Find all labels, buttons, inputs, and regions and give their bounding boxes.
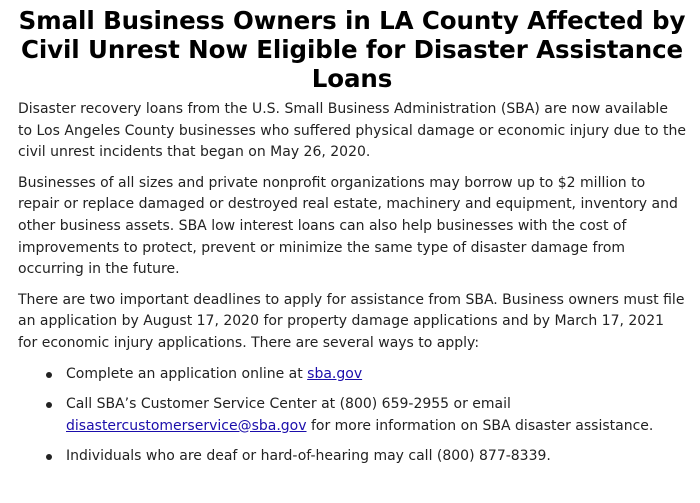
bullet-icon	[46, 402, 52, 408]
list-item-text: Complete an application online at	[66, 365, 308, 382]
apply-methods-list	[18, 364, 686, 468]
sba-gov-link[interactable]: sba.gov	[307, 365, 363, 382]
list-item-apply-online	[46, 364, 686, 386]
deadlines-paragraph: There are two important deadlines to apply for assistance from SBA. Business owners must file an application by August 17, 2020 for property damage applications and by March 17, 2021 for economic injury applications. There are several ways to apply:	[18, 291, 685, 351]
list-item-deaf-hotline	[46, 446, 686, 468]
eligibility-paragraph: Businesses of all sizes and private nonprofit organizations may borrow up to $2 million to repair or replace damaged or destroyed real estate, machinery and equipment, inventory and other business assets. SBA low interest loans can also help businesses with the cost of improvements to protect, prevent or minimize the same type of disaster damage from occurring in the future.	[18, 174, 678, 278]
intro-paragraph: Disaster recovery loans from the U.S. Small Business Administration (SBA) are now available to Los Angeles County businesses who suffered physical damage or economic injury due to the civil unrest incidents that began on May 26, 2020.	[18, 101, 686, 161]
list-item-text: Individuals who are deaf or hard-of-hearing may call (800) 877-8339.	[66, 448, 551, 465]
article-title: Small Business Owners in LA County Affected by Civil Unrest Now Eligible for Disaster Assistance Loans	[18, 6, 686, 93]
list-item-text: for more information on SBA disaster assistance.	[306, 417, 654, 434]
list-item-call-email	[46, 394, 686, 437]
bullet-icon	[46, 372, 52, 378]
bullet-icon	[46, 454, 52, 460]
list-item-text: Call SBA’s Customer Service Center at (800) 659-2955 or email	[66, 396, 511, 413]
disaster-email-link[interactable]: disastercustomerservice@sba.gov	[66, 417, 307, 434]
